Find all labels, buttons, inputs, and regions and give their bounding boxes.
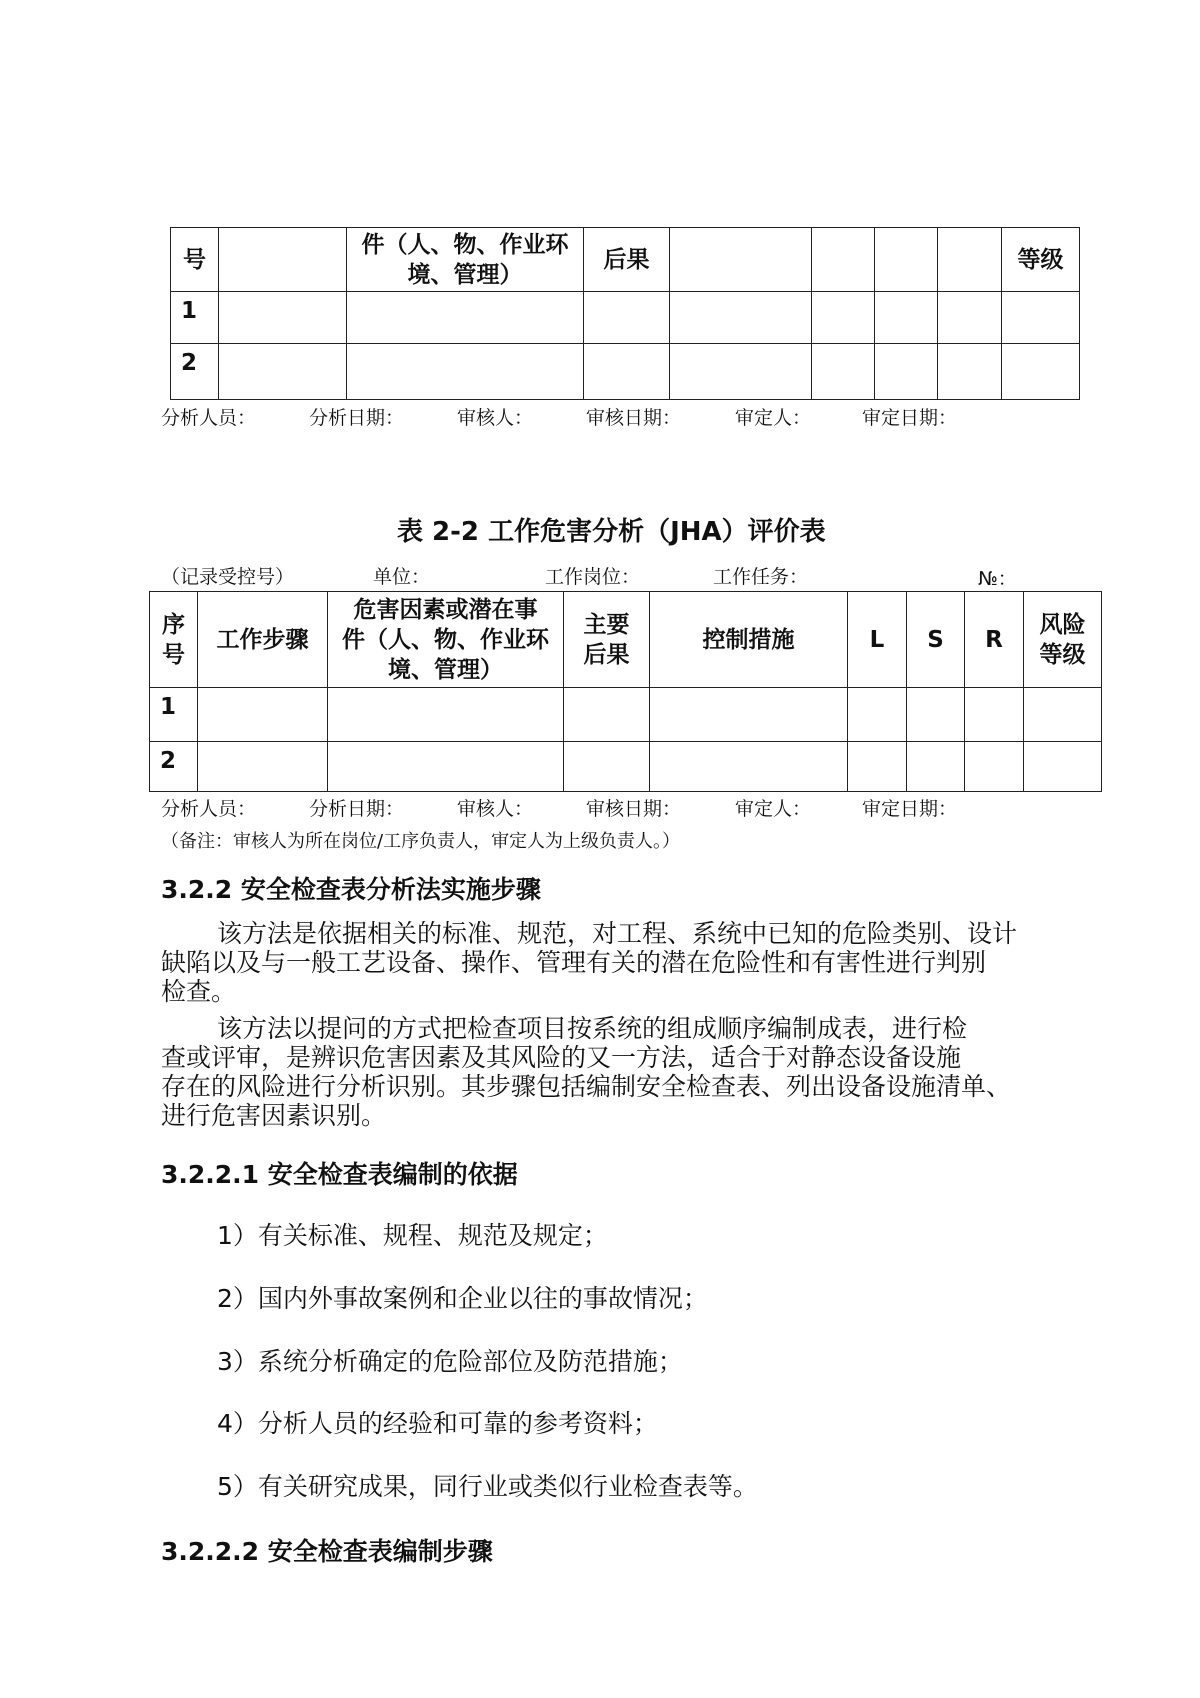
- table-cell[interactable]: [198, 688, 328, 742]
- section-heading-3-2-2-1: 3.2.2.1 安全检查表编制的依据: [161, 1160, 518, 1189]
- row-number: 1: [150, 688, 198, 742]
- paragraph-2-line-3: 存在的风险进行分析识别。其步骤包括编制安全检查表、列出设备设施清单、: [161, 1072, 1012, 1101]
- signoff-reviewer: 审核人：: [457, 407, 534, 429]
- header-cell-risk-level: [1024, 592, 1102, 688]
- table-cell[interactable]: [198, 742, 328, 792]
- signoff-analysis-date: 分析日期：: [309, 407, 405, 429]
- header-cell-seq: [150, 592, 198, 688]
- table-cell[interactable]: [347, 292, 584, 344]
- meta-record-no: （记录受控号）: [161, 566, 295, 588]
- meta-unit: 单位：: [373, 566, 431, 588]
- header-cell-blank: [812, 228, 875, 292]
- paragraph-2-line-2: 查或评审，是辨识危害因素及其风险的又一方法，适合于对静态设备设施: [161, 1043, 962, 1072]
- signoff-line-2: [161, 794, 1061, 820]
- table-cell[interactable]: [848, 742, 907, 792]
- header-cell-blank: [670, 228, 812, 292]
- table-cell[interactable]: [907, 688, 965, 742]
- list-item: 3）系统分析确定的危险部位及防范措施；: [217, 1347, 683, 1376]
- header-hazard-l2: 件（人、物、作业环: [342, 626, 549, 653]
- table-cell[interactable]: [219, 344, 347, 400]
- signoff-analyst: 分析人员：: [161, 798, 257, 820]
- header-cell-consequence: [564, 592, 650, 688]
- paragraph-1-line-1: 该方法是依据相关的标准、规范，对工程、系统中已知的危险类别、设计: [217, 919, 1018, 948]
- paragraph-2-line-4: 进行危害因素识别。: [161, 1101, 387, 1130]
- table-row: [150, 688, 1102, 742]
- paragraph-2-line-1: 该方法以提问的方式把检查项目按系统的组成顺序编制成表，进行检: [217, 1014, 968, 1043]
- meta-number: №：: [978, 568, 1017, 590]
- table-cell[interactable]: [1024, 742, 1102, 792]
- header-cell-hazard: [347, 228, 584, 292]
- signoff-reviewer: 审核人：: [457, 798, 534, 820]
- table-header-row: [150, 592, 1102, 688]
- table-cell[interactable]: [328, 742, 564, 792]
- header-cell-s: S: [907, 592, 965, 688]
- table-cell[interactable]: [650, 742, 848, 792]
- table-cell[interactable]: [670, 292, 812, 344]
- table-cell[interactable]: [875, 292, 938, 344]
- header-consequence-l2: 后果: [583, 641, 630, 668]
- table-title: 表 2-2 工作危害分析（JHA）评价表: [397, 517, 826, 547]
- signoff-approve-date: 审定日期：: [862, 407, 958, 429]
- table-cell[interactable]: [564, 742, 650, 792]
- table-cell[interactable]: [650, 688, 848, 742]
- header-hazard-l3: 境、管理）: [388, 656, 503, 683]
- header-cell-hazard-text: 件（人、物、作业环境、管理）: [361, 231, 569, 288]
- table-cell[interactable]: [328, 688, 564, 742]
- table-cell[interactable]: [965, 688, 1024, 742]
- table-row: [171, 344, 1080, 400]
- table-cell[interactable]: [938, 344, 1002, 400]
- signoff-analysis-date: 分析日期：: [309, 798, 405, 820]
- header-seq-l1: 序: [162, 611, 185, 638]
- header-cell-blank: [219, 228, 347, 292]
- row-number: 2: [171, 344, 219, 400]
- header-seq-l2: 号: [162, 641, 185, 668]
- header-cell-blank: [938, 228, 1002, 292]
- header-risk-l2: 等级: [1039, 641, 1086, 668]
- list-item: 2）国内外事故案例和企业以往的事故情况；: [217, 1284, 708, 1313]
- table-cell[interactable]: [219, 292, 347, 344]
- header-risk-l1: 风险: [1039, 611, 1086, 638]
- row-number: 1: [171, 292, 219, 344]
- list-item: 1）有关标准、规程、规范及规定；: [217, 1221, 608, 1250]
- paragraph-2: [161, 1014, 1091, 1130]
- header-cell-l: L: [848, 592, 907, 688]
- table-cell[interactable]: [848, 688, 907, 742]
- table-cell[interactable]: [1024, 688, 1102, 742]
- signoff-line-1: [161, 403, 1061, 429]
- section-heading-3-2-2: 3.2.2 安全检查表分析法实施步骤: [161, 875, 541, 904]
- table-cell[interactable]: [347, 344, 584, 400]
- table-cell[interactable]: [1002, 292, 1080, 344]
- table-cell[interactable]: [670, 344, 812, 400]
- table-continued: [170, 227, 1080, 400]
- table-cell[interactable]: [564, 688, 650, 742]
- table-row: [150, 742, 1102, 792]
- table-cell[interactable]: [812, 292, 875, 344]
- signoff-approve-date: 审定日期：: [862, 798, 958, 820]
- paragraph-1: [161, 919, 1091, 1006]
- table-cell[interactable]: [875, 344, 938, 400]
- paragraph-1-line-3: 检查。: [161, 977, 237, 1006]
- table-cell[interactable]: [584, 344, 670, 400]
- table-cell[interactable]: [965, 742, 1024, 792]
- signoff-approver: 审定人：: [735, 407, 812, 429]
- header-cell-risk-level: 等级: [1002, 228, 1080, 292]
- header-cell-r: R: [965, 592, 1024, 688]
- signoff-review-date: 审核日期：: [586, 798, 682, 820]
- header-consequence-l1: 主要: [583, 611, 630, 638]
- table-row: [171, 292, 1080, 344]
- table-note: （备注：审核人为所在岗位/工序负责人，审定人为上级负责人。）: [161, 831, 681, 852]
- table-cell[interactable]: [584, 292, 670, 344]
- table-cell[interactable]: [907, 742, 965, 792]
- list-item: 5）有关研究成果，同行业或类似行业检查表等。: [217, 1472, 758, 1501]
- signoff-approver: 审定人：: [735, 798, 812, 820]
- table-cell[interactable]: [938, 292, 1002, 344]
- section-heading-3-2-2-2: 3.2.2.2 安全检查表编制步骤: [161, 1537, 493, 1566]
- signoff-review-date: 审核日期：: [586, 407, 682, 429]
- jha-table: [149, 591, 1102, 792]
- list-item: 4）分析人员的经验和可靠的参考资料；: [217, 1409, 658, 1438]
- header-cell-control: 控制措施: [650, 592, 848, 688]
- table-header-row: [171, 228, 1080, 292]
- meta-task: 工作任务：: [713, 566, 809, 588]
- header-hazard-l1: 危害因素或潜在事: [353, 596, 538, 623]
- header-cell-step: 工作步骤: [198, 592, 328, 688]
- table-cell[interactable]: [1002, 344, 1080, 400]
- header-cell-hazard: [328, 592, 564, 688]
- header-cell-blank: [875, 228, 938, 292]
- meta-post: 工作岗位：: [545, 566, 641, 588]
- signoff-analyst: 分析人员：: [161, 407, 257, 429]
- row-number: 2: [150, 742, 198, 792]
- header-cell-seq: 号: [171, 228, 219, 292]
- table-cell[interactable]: [812, 344, 875, 400]
- header-cell-consequence: 后果: [584, 228, 670, 292]
- paragraph-1-line-2: 缺陷以及与一般工艺设备、操作、管理有关的潜在危险性和有害性进行判别: [161, 948, 987, 977]
